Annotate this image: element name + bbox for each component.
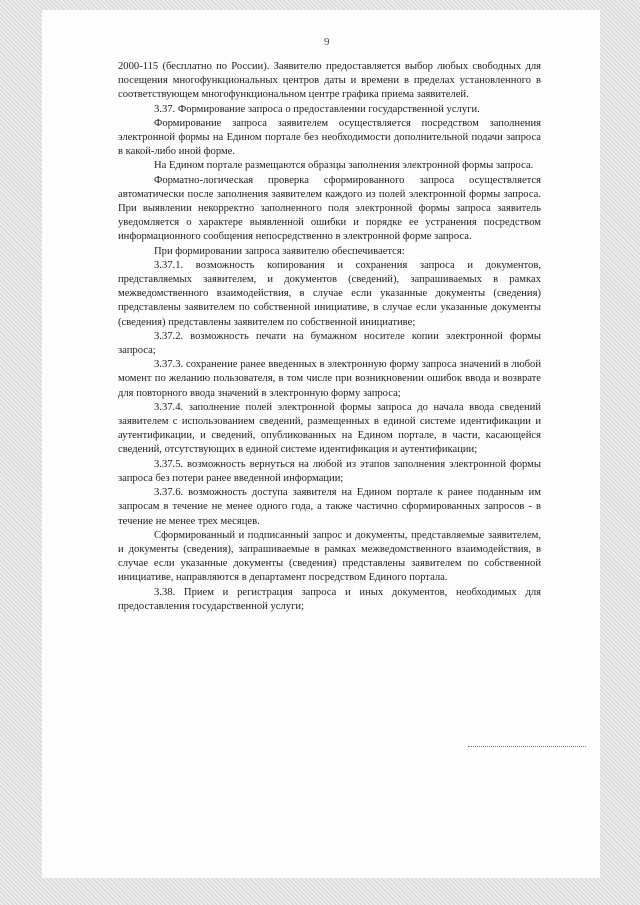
page-number: 9 [324, 36, 330, 48]
document-body [118, 60, 541, 614]
paragraph-3-37-4: 3.37.4. заполнение полей электронной формы запроса до начала ввода сведений заявителем с использованием сведений, размещенных в единой системе идентификации и аутентификации, и сведений, опубликованных на Едином портале, в части, касающейся сведений, отсутствующих в единой системе идентификация и аутентификации; [118, 401, 541, 456]
paragraph-3-37-2: 3.37.2. возможность печати на бумажном носителе копии электронной формы запроса; [118, 330, 541, 357]
paragraph-submitted-request: Сформированный и подписанный запрос и документы, представляемые заявителем, и документы (сведения), запрашиваемые в рамках межведомственного взаимодействия, в случае если указанные документы (сведения) представлены заявителем по собственной инициативе, направляются в департамент посредством Единого портала. [118, 529, 541, 584]
paragraph-format-check: Форматно-логическая проверка сформированного запроса осуществляется автоматически после заполнения заявителем каждого из полей электронной формы запроса. При выявлении некорректно заполненного поля электронной формы запроса заявитель уведомляется о характере выявленной ошибки и порядке ее устранения посредством информационного сообщения непосредственно в электронной форме запроса. [118, 174, 541, 243]
footer-dotted-line [468, 746, 586, 747]
paragraph-form-samples: На Едином портале размещаются образцы заполнения электронной формы запроса. [154, 160, 534, 172]
paragraph-mfc-schedule: 2000-115 (бесплатно по России). Заявителю предоставляется выбор любых свободных для посещения многофункциональных центров даты и времени в пределах установленного в соответствующем многофункциональном центре графика приема заявителей. [118, 61, 541, 101]
paragraph-request-forming: Формирование запроса заявителем осуществляется посредством заполнения электронной формы на Едином портале без необходимости дополнительной подачи запроса в какой-либо иной форме. [118, 117, 541, 158]
paragraph-3-37-3: 3.37.3. сохранение ранее введенных в электронную форму запроса значений в любой момент по желанию пользователя, в том числе при возникновении ошибок ввода и возврате для повторного ввода значений в электронную форму запроса; [118, 359, 541, 399]
paragraph-provided-list-intro: При формировании запроса заявителю обеспечивается: [154, 245, 405, 257]
paragraph-3-38: 3.38. Прием и регистрация запроса и иных документов, необходимых для предоставления государственной услуги; [118, 586, 541, 612]
paragraph-3-37-1: 3.37.1. возможность копирования и сохранения запроса и документов, представляемых заявителем, и документов (сведений), запрашиваемых в рамках межведомственного взаимодействия, в случае если указанные документы (сведения) представлены заявителем по собственной инициативе, в случае если указанные документы (сведения) представлены заявителем по собственной инициативе; [118, 259, 541, 328]
paragraph-3-37-6: 3.37.6. возможность доступа заявителя на Едином портале к ранее поданным им запросам в течение не менее одного года, а также частично сформированных запросов - в течение не менее трех месяцев. [118, 487, 541, 527]
paragraph-3-37-5: 3.37.5. возможность вернуться на любой из этапов заполнения электронной формы запроса без потери ранее введенной информации; [118, 458, 541, 484]
paragraph-3-37-heading: 3.37. Формирование запроса о предоставлении государственной услуги. [154, 103, 480, 115]
